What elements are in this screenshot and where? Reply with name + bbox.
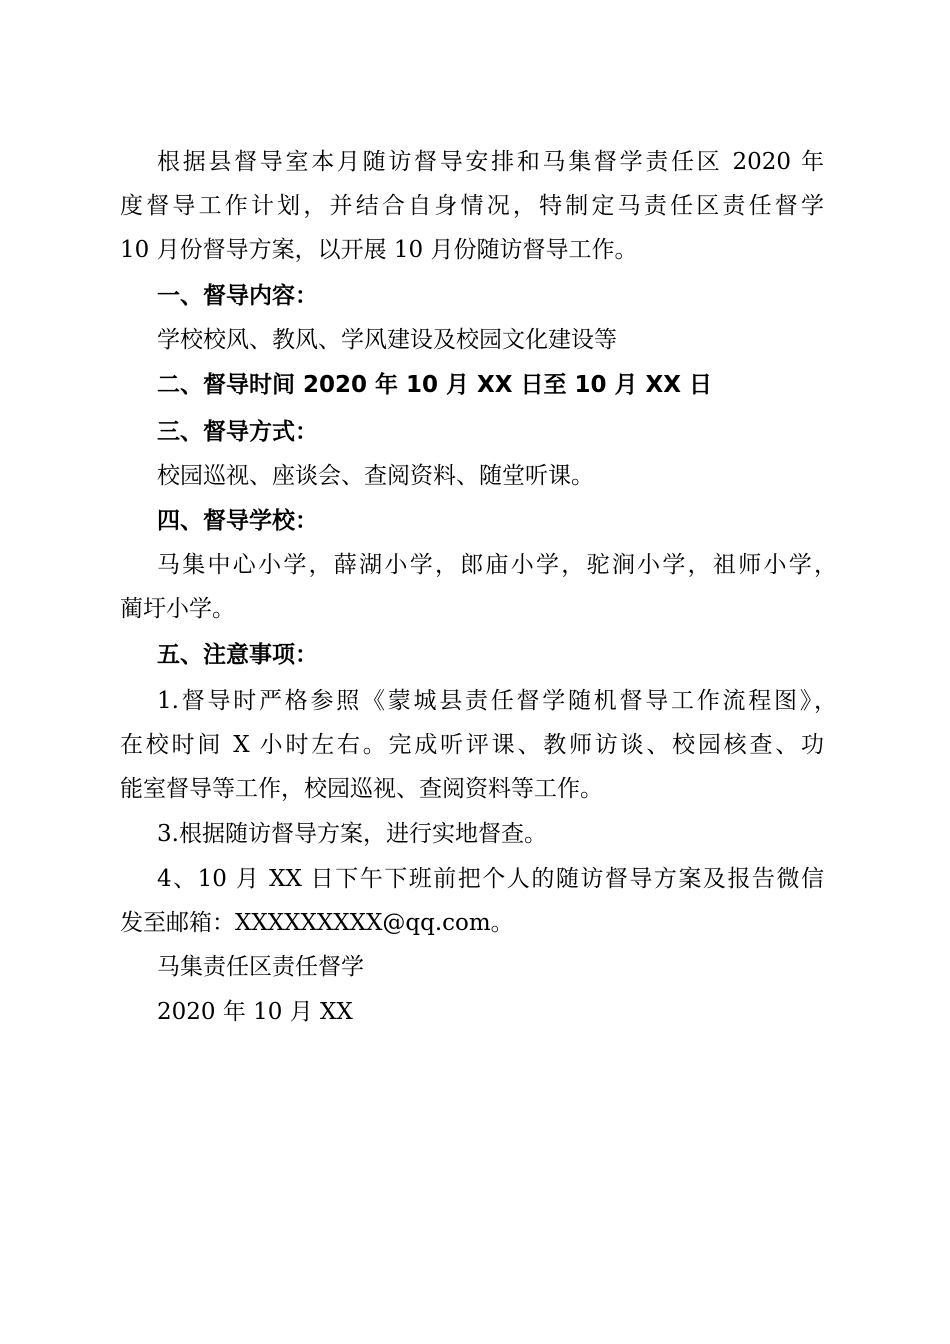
section-5-item-1-line-1: 1.督导时严格参照《蒙城县责任督学随机督导工作流程图》， <box>157 688 837 714</box>
section-3-heading: 三、督导方式： <box>157 419 318 445</box>
signature-date: 2020 年 10 月 XX <box>157 999 353 1025</box>
section-3-text: 校园巡视、座谈会、查阅资料、随堂听课。 <box>157 463 594 489</box>
section-1-text: 学校校风、教风、学风建设及校园文化建设等 <box>157 327 617 353</box>
section-4-line-1: 马集中心小学，薛湖小学，郎庙小学，驼涧小学，祖师小学， <box>157 552 837 578</box>
section-5-heading: 五、注意事项： <box>157 642 318 668</box>
section-5-item-1-line-2: 在校时间 X 小时左右。完成听评课、教师访谈、校园核查、功 <box>120 732 824 758</box>
intro-line-3: 10 月份督导方案，以开展 10 月份随访督导工作。 <box>120 237 638 263</box>
intro-line-2: 度督导工作计划，并结合自身情况，特制定马责任区责任督学 <box>120 193 824 219</box>
section-2-heading: 二、督导时间 2020 年 10 月 XX 日至 10 月 XX 日 <box>157 372 713 398</box>
section-5-item-3: 3.根据随访督导方案，进行实地督查。 <box>157 821 547 847</box>
section-1-heading: 一、督导内容： <box>157 283 318 309</box>
section-4-line-2: 蔺圩小学。 <box>120 596 235 622</box>
section-5-item-4-line-1: 4、10 月 XX 日下午下班前把个人的随访督导方案及报告微信 <box>157 866 824 892</box>
intro-line-1: 根据县督导室本月随访督导安排和马集督学责任区 2020 年 <box>157 149 824 175</box>
section-5-item-4-line-2: 发至邮箱：XXXXXXXXX@qq.com。 <box>120 910 514 936</box>
section-5-item-1-line-3: 能室督导等工作，校园巡视、查阅资料等工作。 <box>120 776 603 802</box>
signature-org: 马集责任区责任督学 <box>157 954 364 980</box>
section-4-heading: 四、督导学校： <box>157 508 318 534</box>
